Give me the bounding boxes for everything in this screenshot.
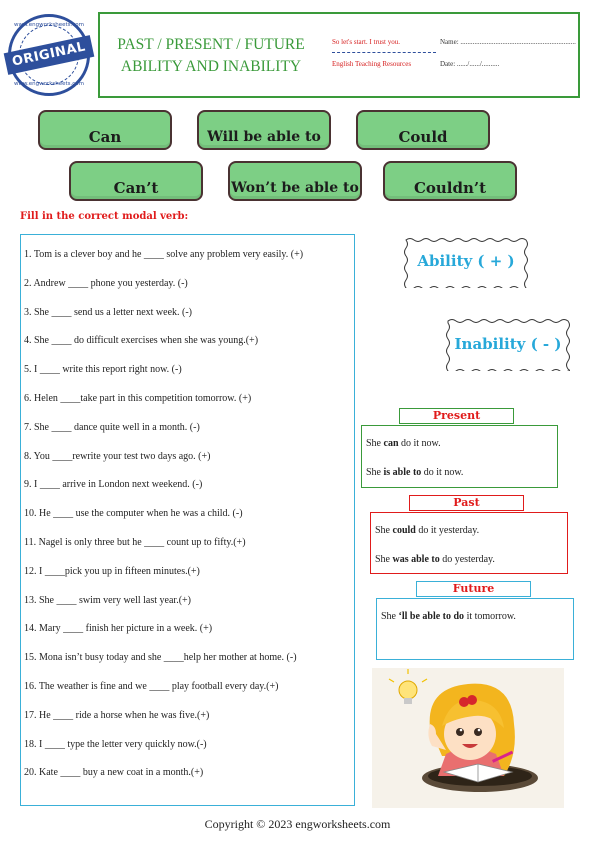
past-label: Past xyxy=(409,495,524,511)
exercise-item[interactable]: 16. The weather is fine and we ____ play football every day.(+) xyxy=(24,681,279,692)
header-box xyxy=(98,12,580,98)
future-label: Future xyxy=(416,581,531,597)
copyright-footer: Copyright © 2023 engworksheets.com xyxy=(204,817,391,831)
exercise-item[interactable]: 12. I ____pick you up in fifteen minutes.(+) xyxy=(24,566,200,577)
logo-ring-text-bottom: www.engworksheets.com xyxy=(13,81,85,87)
word-could: Could xyxy=(356,110,490,150)
exercise-item[interactable]: 1. Tom is a clever boy and he ____ solve any problem very easily. (+) xyxy=(24,249,304,260)
inability-label-box xyxy=(444,317,572,371)
word-cant: Can’t xyxy=(69,161,203,201)
exercise-item[interactable]: 14. Mary ____ finish her picture in a week. (+) xyxy=(24,623,213,634)
present-box xyxy=(361,425,558,488)
exercise-item[interactable]: 11. Nagel is only three but he ____ count up to fifty.(+) xyxy=(24,537,246,548)
instruction-text: Fill in the correct modal verb: xyxy=(20,211,189,222)
word-will-be-able-to: Will be able to xyxy=(197,110,331,150)
inability-label: Inability ( - ) xyxy=(454,335,562,353)
logo-badge-text: ORIGINAL xyxy=(4,35,95,75)
divider xyxy=(332,52,436,53)
logo-ring-text-top: www.engworksheets.com xyxy=(13,22,85,28)
exercise-item[interactable]: 18. I ____ type the letter very quickly now.(-) xyxy=(24,739,207,750)
exercise-item[interactable]: 17. He ____ ride a horse when he was five.(+) xyxy=(24,710,210,721)
word-wont-be-able-to: Won’t be able to xyxy=(228,161,362,201)
exercise-item[interactable]: 4. She ____ do difficult exercises when she was young.(+) xyxy=(24,335,259,346)
date-field[interactable]: Date: ....../....../.......... xyxy=(440,60,500,68)
exercise-item[interactable]: 2. Andrew ____ phone you yesterday. (-) xyxy=(24,278,188,289)
present-example-1: She can do it now. xyxy=(366,438,441,449)
name-field[interactable]: Name: .................................................................. xyxy=(440,38,576,46)
past-box xyxy=(370,512,568,574)
brand-text: English Teaching Resources xyxy=(332,60,412,68)
title-line-1: PAST / PRESENT / FUTURE xyxy=(117,36,305,53)
exercise-item[interactable]: 15. Mona isn’t busy today and she ____help her mother at home. (-) xyxy=(24,652,297,663)
present-example-2: She is able to do it now. xyxy=(366,467,464,478)
past-example-1: She could do it yesterday. xyxy=(375,525,480,536)
present-label: Present xyxy=(399,408,514,424)
exercise-item[interactable]: 13. She ____ swim very well last year.(+) xyxy=(24,595,191,606)
past-example-2: She was able to do yesterday. xyxy=(375,554,495,565)
exercise-item[interactable]: 8. You ____rewrite your test two days ago. (+) xyxy=(24,451,211,462)
title-line-2: ABILITY AND INABILITY xyxy=(120,58,302,75)
word-couldnt: Couldn’t xyxy=(383,161,517,201)
girl-writing-icon xyxy=(372,668,564,808)
exercise-item[interactable]: 5. I ____ write this report right now. (-) xyxy=(24,364,182,375)
future-box xyxy=(376,598,574,660)
worksheet-title xyxy=(104,34,318,78)
exercise-item[interactable]: 20. Kate ____ buy a new coat in a month.(+) xyxy=(24,767,204,778)
exercise-item[interactable]: 6. Helen ____take part in this competition tomorrow. (+) xyxy=(24,393,252,404)
ability-label: Ability ( + ) xyxy=(417,252,515,270)
exercise-item[interactable]: 9. I ____ arrive in London next weekend. (-) xyxy=(24,479,203,490)
word-can: Can xyxy=(38,110,172,150)
tagline: So let's start. I trust you. xyxy=(332,38,400,46)
future-example-1: She ‘ll be able to do it tomorrow. xyxy=(381,611,516,622)
exercise-item[interactable]: 3. She ____ send us a letter next week. (-) xyxy=(24,307,193,318)
original-stamp-logo xyxy=(8,14,90,96)
exercise-item[interactable]: 10. He ____ use the computer when he was a child. (-) xyxy=(24,508,243,519)
ability-label-box xyxy=(402,236,530,288)
exercise-box xyxy=(20,234,355,806)
exercise-item[interactable]: 7. She ____ dance quite well in a month. (-) xyxy=(24,422,200,433)
